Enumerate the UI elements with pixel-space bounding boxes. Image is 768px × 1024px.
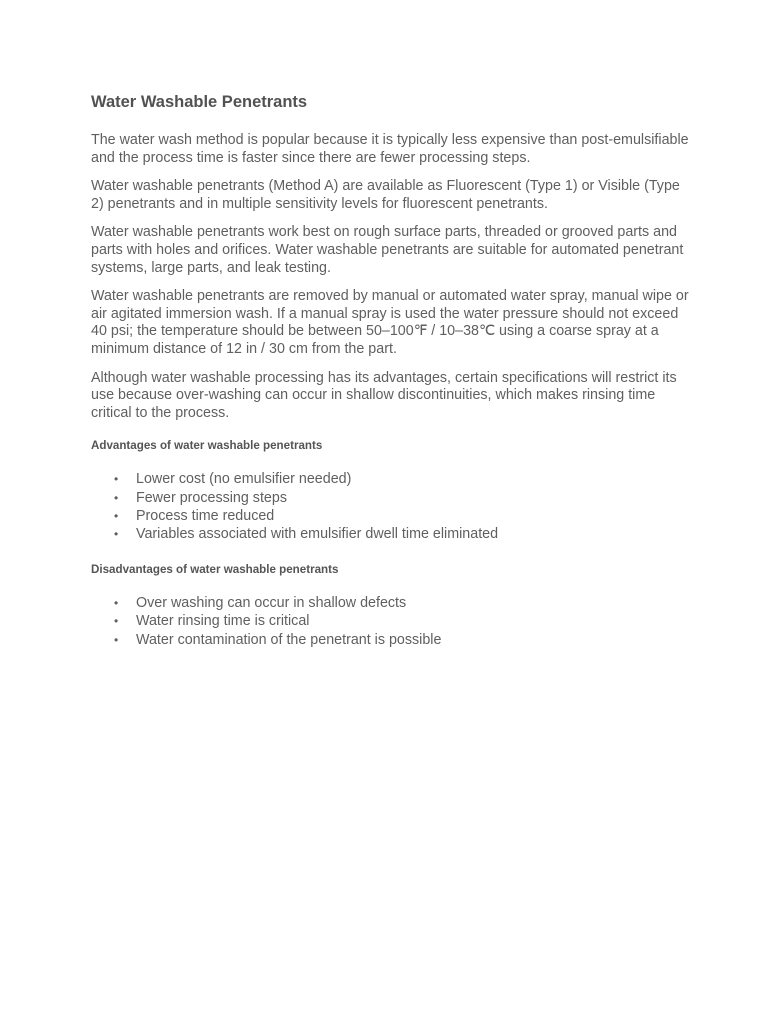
advantages-heading: Advantages of water washable penetrants xyxy=(91,439,323,453)
paragraph-2: Water washable penetrants (Method A) are available as Fluorescent (Type 1) or Visible (Type 2) penetrants and in multiple sensitivity levels for fluorescent penetrants. xyxy=(91,178,680,212)
list-item xyxy=(91,594,691,612)
list-item-text: Variables associated with emulsifier dwell time eliminated xyxy=(136,525,499,542)
bullet-icon: • xyxy=(114,526,119,541)
bullet-icon: • xyxy=(114,490,119,505)
advantages-list xyxy=(91,470,691,543)
paragraph-4: Water washable penetrants are removed by manual or automated water spray, manual wipe or air agitated immersion wash. If a manual spray is used the water pressure should not exceed 40 psi; the temperature should be between 50–100℉ / 10–38℃ using a coarse spray at a minimum distance of 12 in / 30 cm from the part. xyxy=(91,288,689,357)
list-item-text: Water rinsing time is critical xyxy=(136,613,310,630)
list-item xyxy=(91,507,691,525)
list-item-text: Lower cost (no emulsifier needed) xyxy=(136,471,352,488)
list-item-text: Over washing can occur in shallow defects xyxy=(136,595,407,612)
bullet-icon: • xyxy=(114,596,119,611)
paragraph-1: The water wash method is popular because it is typically less expensive than post-emulsifiable and the process time is faster since there are fewer processing steps. xyxy=(91,132,689,166)
paragraph-3: Water washable penetrants work best on rough surface parts, threaded or grooved parts and parts with holes and orifices. Water washable penetrants are suitable for automated penetrant systems, large parts, and leak testing. xyxy=(91,224,684,276)
document-page xyxy=(91,92,691,669)
disadvantages-list xyxy=(91,594,691,649)
list-item xyxy=(91,489,691,507)
bullet-icon: • xyxy=(114,614,119,629)
paragraph-5: Although water washable processing has its advantages, certain specifications will restrict its use because over-washing can occur in shallow discontinuities, which makes rinsing time critical to the process. xyxy=(91,369,677,421)
list-item-text: Fewer processing steps xyxy=(136,489,287,506)
bullet-icon: • xyxy=(114,632,119,647)
bullet-icon: • xyxy=(114,508,119,523)
list-item-text: Process time reduced xyxy=(136,507,275,524)
disadvantages-heading: Disadvantages of water washable penetrants xyxy=(91,563,339,577)
list-item xyxy=(91,470,691,488)
list-item xyxy=(91,631,691,649)
list-item xyxy=(91,612,691,630)
list-item-text: Water contamination of the penetrant is possible xyxy=(136,631,442,648)
bullet-icon: • xyxy=(114,472,119,487)
list-item xyxy=(91,525,691,543)
page-title: Water Washable Penetrants xyxy=(91,93,308,111)
